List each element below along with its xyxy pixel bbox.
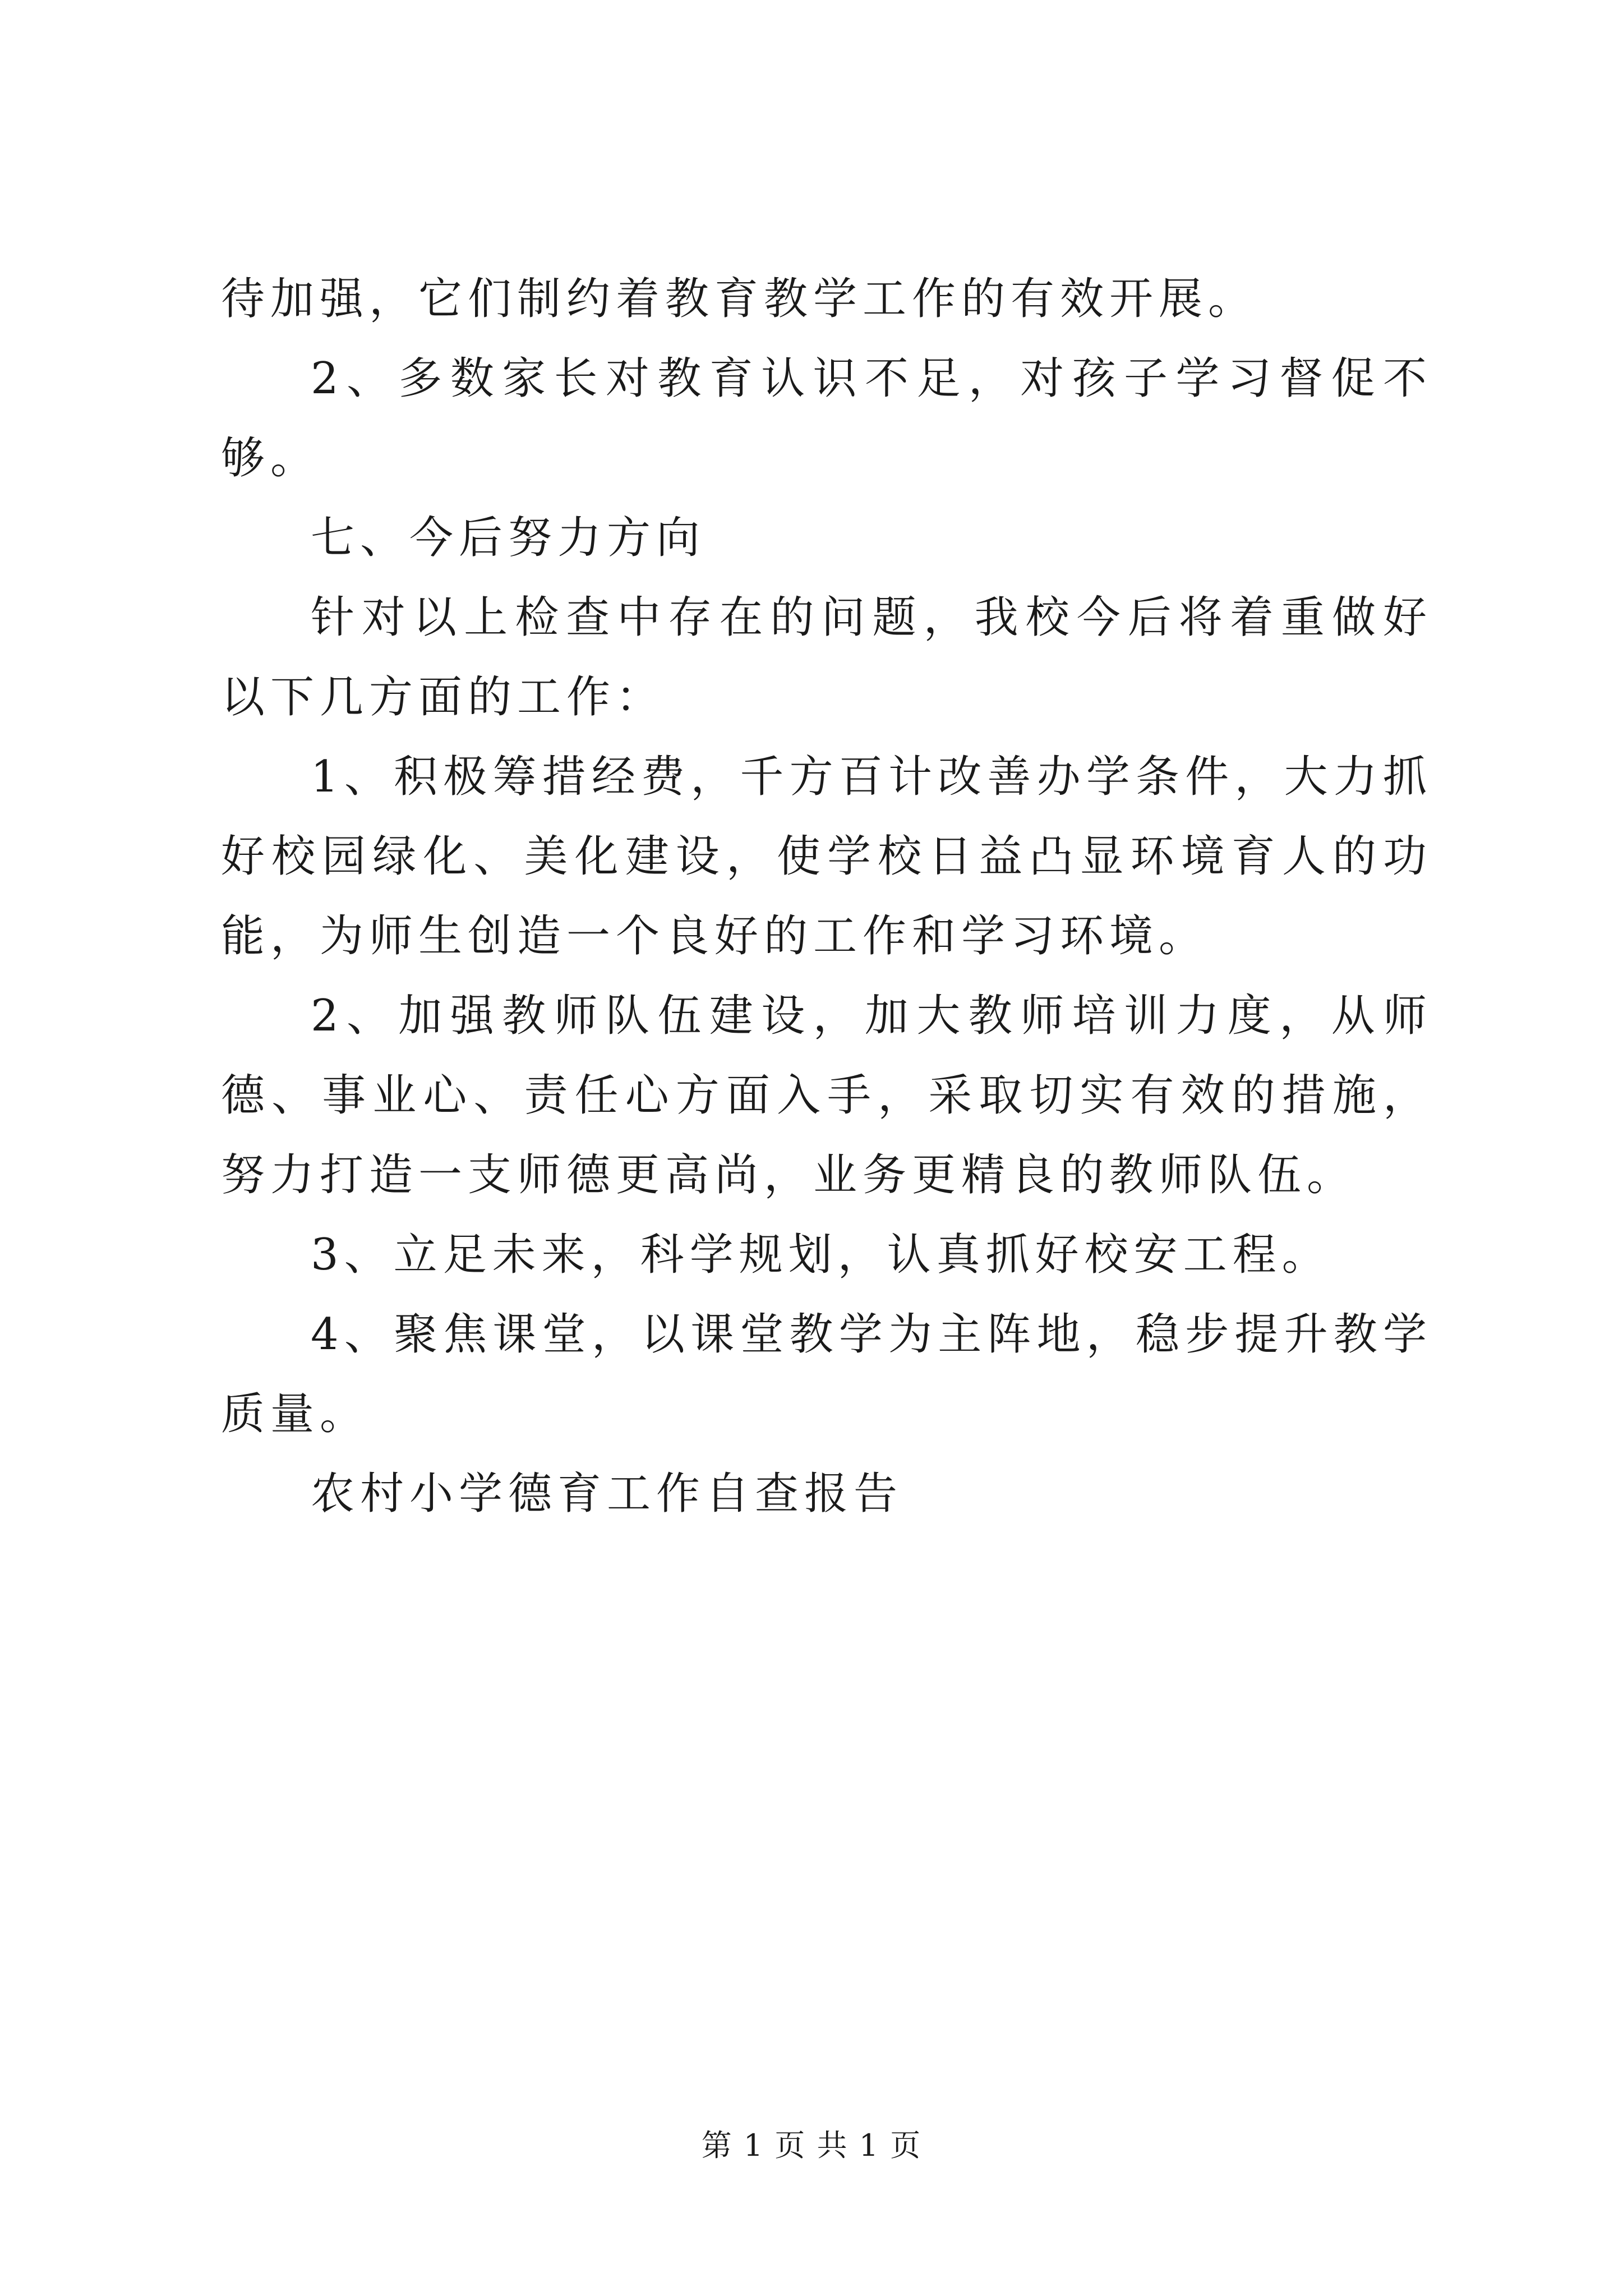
document-title-line: 农村小学德育工作自查报告 xyxy=(311,1469,903,1519)
paragraph-item-2-teachers: 2、加强教师队伍建设，加大教师培训力度，从师德、事业心、责任心方面入手，采取切实有效的措施，努力打造一支师德更高尚，业务更精良的教师队伍。 xyxy=(221,991,1432,1200)
page-number-footer: 第 1 页 共 1 页 xyxy=(701,2128,922,2163)
paragraph-item-3-safety: 3、立足未来，科学规划，认真抓好校安工程。 xyxy=(311,1230,1331,1280)
section-heading-future-direction: 七、今后努力方向 xyxy=(311,513,706,563)
paragraph-item-2-parents: 2、多数家长对教育认识不足，对孩子学习督促不够。 xyxy=(221,353,1432,484)
document-body xyxy=(221,259,1432,1534)
paragraph-item-1-funding: 1、积极筹措经费，千方百计改善办学条件，大力抓好校园绿化、美化建设，使学校日益凸显环境育人的功能，为师生创造一个良好的工作和学习环境。 xyxy=(221,752,1432,961)
paragraph-item-4-classroom: 4、聚焦课堂，以课堂教学为主阵地，稳步提升教学质量。 xyxy=(221,1309,1432,1439)
paragraph-continuation: 待加强，它们制约着教育教学工作的有效开展。 xyxy=(221,274,1258,324)
paragraph-intro: 针对以上检查中存在的问题，我校今后将着重做好以下几方面的工作： xyxy=(221,592,1432,723)
